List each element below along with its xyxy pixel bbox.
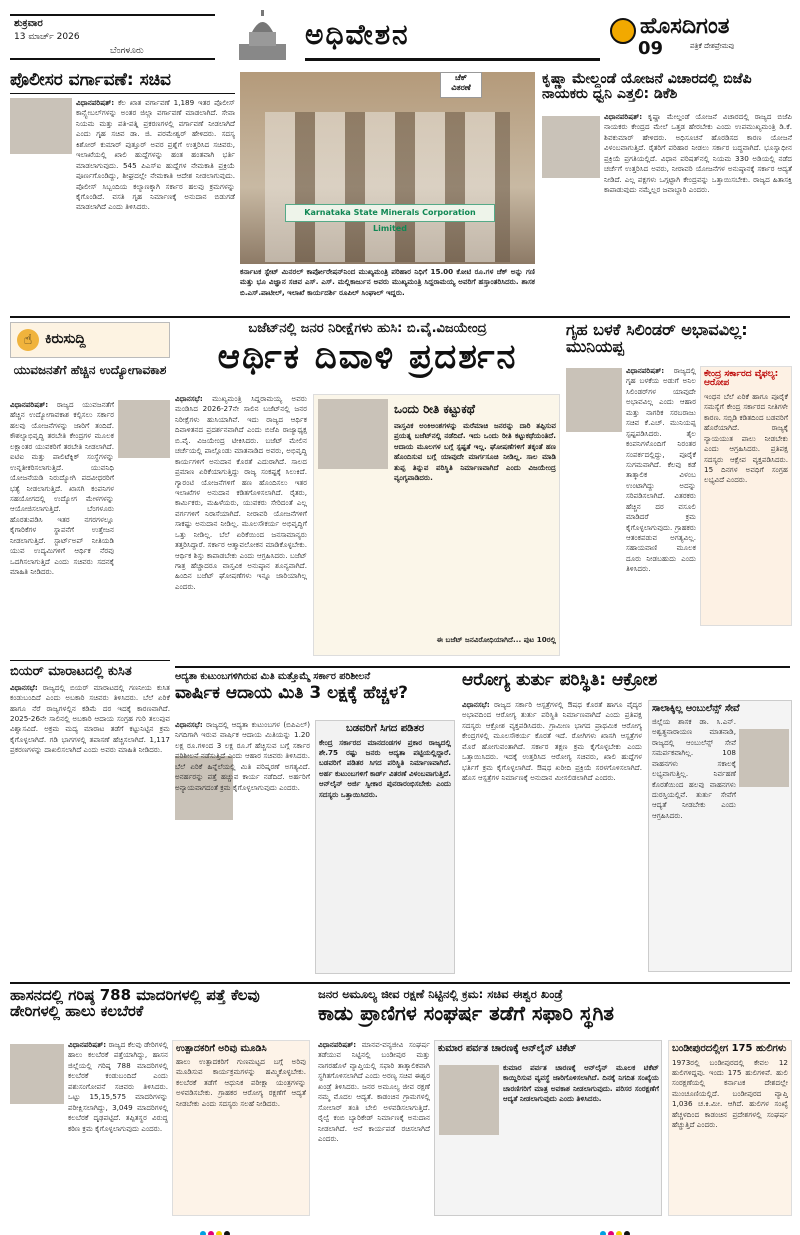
- gas-body: [626, 366, 696, 656]
- krishna-text: ಕೃಷ್ಣಾ ಮೇಲ್ದಂಡೆ ಯೋಜನೆ ವಿಚಾರದಲ್ಲಿ ರಾಜ್ಯದ ಬಿಜೆಪಿ ನಾಯಕರು ಕೇಂದ್ರದ ಮೇಲೆ ಒತ್ತಡ ಹೇರಬೇಕು ಎಂದು ಉಪಮುಖ್ಯಮಂತ್ರಿ ಡಿ.ಕೆ. ಶಿವಕುಮಾರ್ ಹೇಳಿದರು. ಅಧಿಸೂಚನೆ ಹೊರಡಿಸದ ಕಾರಣ ಯೋಜನೆ ವಿಳಂಬವಾಗುತ್ತಿದೆ. ರೈತರಿಗೆ ಪರಿಹಾರ ನೀಡಲು ಸರ್ಕಾರ ಬದ್ಧವಾಗಿದೆ. ಭೂಸ್ವಾಧೀನ ಪ್ರಕ್ರಿಯೆ ಪ್ರಗತಿಯಲ್ಲಿದೆ. ವಿಧಾನ ಪರಿಷತ್‌ನಲ್ಲಿ ನಿಯಮ 330 ಅಡಿಯಲ್ಲಿ ನಡೆದ ಚರ್ಚೆಗೆ ಉತ್ತರಿಸಿದ ಅವರು, ನೀರಾವರಿ ಯೋಜನೆಗಳ ಅನುಷ್ಠಾನಕ್ಕೆ ಸರ್ಕಾರ ಆದ್ಯತೆ ನೀಡಿದೆ. ಎಲ್ಲ ಪಕ್ಷಗಳು ಒಗ್ಗಟ್ಟಾಗಿ ಕೇಂದ್ರವನ್ನು ಒತ್ತಾಯಿಸಬೇಕು. ರಾಜ್ಯದ ಹಿತಾಸಕ್ತಿ ಕಾಪಾಡುವುದು ನಮ್ಮೆಲ್ಲರ ಜವಾಬ್ದಾರಿ ಎಂದರು.: [604, 112, 792, 195]
- safari-headline: ಕಾಡು ಪ್ರಾಣಿಗಳ ಸಂಘರ್ಷ ತಡೆಗೆ ಸಫಾರಿ ಸ್ಥಗಿತ: [318, 1001, 615, 1026]
- article-budget: [175, 322, 560, 662]
- income-body: [175, 720, 310, 974]
- stamp-line2: ವಿತರಣೆ: [451, 83, 471, 92]
- photo-caption: ಕರ್ನಾಟಕ ಸ್ಟೇಟ್ ಮಿನರಲ್ ಕಾರ್ಪೋರೇಷನ್‌ನಿಂದ ಮುಖ್ಯಮಂತ್ರಿ ಪರಿಹಾರ ನಿಧಿಗೆ 15.00 ಕೋಟಿ ರೂ.ಗಳ ಚೆಕ್ ಅನ್ನು ಗಣಿ ಮತ್ತು ಭೂ ವಿಜ್ಞಾನ ಸಚಿವ ಎಸ್. ಎಸ್. ಮಲ್ಲಿಕಾರ್ಜುನ ಅವರು ಮುಖ್ಯಮಂತ್ರಿ ಸಿದ್ದರಾಮಯ್ಯ ಅವರಿಗೆ ಹಸ್ತಾಂತರಿಸಿದರು. ಶಾಸಕ ಬಿ.ಎಸ್.ಪಾಟೀಲ್, ಇಲಾಖೆ ಕಾರ್ಯದರ್ಶಿ ರೂಪಿಲ್ ಸಿಂಘಾಲ್ ಇದ್ದರು.: [240, 267, 535, 297]
- health-text: ರಾಜ್ಯದ ಸರ್ಕಾರಿ ಆಸ್ಪತ್ರೆಗಳಲ್ಲಿ ಔಷಧ ಕೊರತೆ ಹಾಗೂ ವೈದ್ಯರ ಅಭಾವದಿಂದ ಆರೋಗ್ಯ ತುರ್ತು ಪರಿಸ್ಥಿತಿ ನಿರ್ಮಾಣವಾಗಿದೆ ಎಂದು ಪ್ರತಿಪಕ್ಷ ಸದಸ್ಯರು ಆಕ್ರೋಶ ವ್ಯಕ್ತಪಡಿಸಿದರು. ಗ್ರಾಮೀಣ ಭಾಗದ ಪ್ರಾಥಮಿಕ ಆರೋಗ್ಯ ಕೇಂದ್ರಗಳಲ್ಲಿ ಮೂಲಸೌಕರ್ಯ ಕೊರತೆ ಇದೆ. ರೋಗಿಗಳು ಖಾಸಗಿ ಆಸ್ಪತ್ರೆಗಳ ಮೊರೆ ಹೋಗುವಂತಾಗಿದೆ. ಸರ್ಕಾರ ತಕ್ಷಣ ಕ್ರಮ ಕೈಗೊಳ್ಳಬೇಕು ಎಂದು ಒತ್ತಾಯಿಸಿದರು. ಇದಕ್ಕೆ ಉತ್ತರಿಸಿದ ಆರೋಗ್ಯ ಸಚಿವರು, ಖಾಲಿ ಹುದ್ದೆಗಳ ಭರ್ತಿಗೆ ಕ್ರಮ ಕೈಗೊಳ್ಳಲಾಗಿದೆ. ಔಷಧ ಖರೀದಿ ಪ್ರಕ್ರಿಯೆ ಸರಳಗೊಳಿಸಲಾಗಿದೆ. ಹೊಸ ಆಸ್ಪತ್ರೆಗಳ ನಿರ್ಮಾಣಕ್ಕೆ ಅನುದಾನ ಮೀಸಲಿಡಲಾಗಿದೆ ಎಂದರು.: [462, 700, 642, 783]
- safari-box-title: ಕುಮಾರ ಪರ್ವತ ಚಾರಣಕ್ಕೆ ಆನ್‌ಲೈನ್ ಟಿಕೆಟ್: [438, 1043, 577, 1054]
- budget-text: ಮುಖ್ಯಮಂತ್ರಿ ಸಿದ್ದರಾಮಯ್ಯ ಅವರು ಮಂಡಿಸಿದ 2026-27ನೇ ಸಾಲಿನ ಬಜೆಟ್‌ನಲ್ಲಿ ಜನರ ನಿರೀಕ್ಷೆಗಳು ಹುಸಿಯಾಗಿವೆ. ಇದು ರಾಜ್ಯದ ಆರ್ಥಿಕ ದಿವಾಳಿತನದ ಪ್ರದರ್ಶನವಾಗಿದೆ ಎಂದು ಬಿಜೆಪಿ ರಾಜ್ಯಾಧ್ಯಕ್ಷ ಬಿ.ವೈ. ವಿಜಯೇಂದ್ರ ಟೀಕಿಸಿದರು. ಬಜೆಟ್ ಮೇಲಿನ ಚರ್ಚೆಯಲ್ಲಿ ಪಾಲ್ಗೊಂಡು ಮಾತನಾಡಿದ ಅವರು, ಅಭಿವೃದ್ಧಿ ಕಾರ್ಯಗಳಿಗೆ ಅನುದಾನ ಕೊರತೆ ಎದುರಾಗಿದೆ. ಸಾಲದ ಪ್ರಮಾಣ ಏರಿಕೆಯಾಗುತ್ತಿದ್ದು ರಾಜ್ಯ ಸಂಕಷ್ಟಕ್ಕೆ ಸಿಲುಕಿದೆ. ಗ್ಯಾರಂಟಿ ಯೋಜನೆಗಳಿಗೆ ಹಣ ಹೊಂದಿಸಲು ಇತರ ಇಲಾಖೆಗಳ ಅನುದಾನ ಕಡಿತಗೊಳಿಸಲಾಗಿದೆ. ರೈತರು, ಕಾರ್ಮಿಕರು, ಮಹಿಳೆಯರು, ಯುವಕರು ಸೇರಿದಂತೆ ಎಲ್ಲ ವರ್ಗಗಳಿಗೆ ನಿರಾಸೆಯಾಗಿದೆ. ನೀರಾವರಿ ಯೋಜನೆಗಳಿಗೆ ಸಾಕಷ್ಟು ಅನುದಾನ ನೀಡಿಲ್ಲ. ಮೂಲಸೌಕರ್ಯ ಅಭಿವೃದ್ಧಿಗೆ ಒತ್ತು ನೀಡಿಲ್ಲ. ಬೆಲೆ ಏರಿಕೆಯಿಂದ ಜನಸಾಮಾನ್ಯರು ತತ್ತರಿಸಿದ್ದಾರೆ. ಸರ್ಕಾರ ಆತ್ಮಾವಲೋಕನ ಮಾಡಿಕೊಳ್ಳಬೇಕು. ಆರ್ಥಿಕ ಶಿಸ್ತು ಕಾಪಾಡಬೇಕು ಎಂದು ಆಗ್ರಹಿಸಿದರು. ಬಜೆಟ್ ಗಾತ್ರ ಹೆಚ್ಚಾದರೂ ವಾಸ್ತವಿಕ ಅನುಷ್ಠಾನ ಶೂನ್ಯವಾಗಿದೆ. ಹಿಂದಿನ ಬಜೆಟ್ ಘೋಷಣೆಗಳು ಇನ್ನೂ ಜಾರಿಯಾಗಿಲ್ಲ ಎಂದರು.: [175, 394, 307, 591]
- registration-dots-right: [600, 1222, 632, 1235]
- milk-box-title: ಉತ್ಪಾದಕರಿಗೆ ಅರಿವು ಮೂಡಿಸಿ: [176, 1043, 267, 1054]
- kirusuddi-headline: ಯುವಜನತೆಗೆ ಹೆಚ್ಚಿನ ಉದ್ಯೋಗಾವಕಾಶ: [13, 363, 167, 377]
- cheque-banner: Karnataka State Minerals Corporation Limited: [285, 204, 495, 222]
- milk-dateline: ವಿಧಾನಪರಿಷತ್:: [68, 1040, 107, 1049]
- article-income: [175, 672, 455, 977]
- income-headline: ವಾರ್ಷಿಕ ಆದಾಯ ಮಿತಿ 3 ಲಕ್ಷಕ್ಕೆ ಹೆಚ್ಚಳ?: [175, 682, 409, 703]
- health-side-title: ಸಾಲಾಕ್ಕಿಲ್ಲ ಆಂಬುಲೆನ್ಸ್ ಸೇವೆ: [652, 703, 740, 714]
- article-gas: [566, 322, 792, 662]
- gas-side-body: ಇಂಧನ ಬೆಲೆ ಏರಿಕೆ ಹಾಗೂ ಪೂರೈಕೆ ಸಮಸ್ಯೆಗೆ ಕೇಂದ್ರ ಸರ್ಕಾರದ ನೀತಿಗಳೇ ಕಾರಣ. ಸಬ್ಸಿಡಿ ಕಡಿತದಿಂದ ಬಡವರಿಗೆ ಹೊರೆಯಾಗಿದೆ. ರಾಜ್ಯಕ್ಕೆ ನ್ಯಾಯಯುತ ಪಾಲು ನೀಡಬೇಕು ಎಂದು ಆಗ್ರಹಿಸಿದರು. ಪ್ರತಿಪಕ್ಷ ಸದಸ್ಯರು ಆಕ್ಷೇಪ ವ್ಯಕ್ತಪಡಿಸಿದರು. 15 ದಿನಗಳ ಅವಧಿಗೆ ಸಂಗ್ರಹ ಲಭ್ಯವಿದೆ ಎಂದರು.: [704, 391, 788, 485]
- police-minister-photo: [10, 98, 72, 154]
- safari-kicker: ಜನರ ಅಮೂಲ್ಯ ಜೀವ ರಕ್ಷಣೆ ನಿಟ್ಟಿನಲ್ಲಿ ಕ್ರಮ: ಸಚಿವ ಈಶ್ವರ ಖಂಡ್ರೆ: [318, 987, 563, 1001]
- date-block: [10, 14, 215, 60]
- health-headline: ಆರೋಗ್ಯ ತುರ್ತು ಪರಿಸ್ಥಿತಿ: ಆಕ್ರೋಶ: [462, 670, 658, 690]
- photo-story: [240, 72, 535, 312]
- budget-dateline: ವಿಧಾನಸಭೆ:: [175, 394, 203, 403]
- ashwath-photo: [739, 729, 789, 787]
- gas-text: ರಾಜ್ಯದಲ್ಲಿ ಗೃಹ ಬಳಕೆಯ ಅಡುಗೆ ಅನಿಲ ಸಿಲಿಂಡರ್‌ಗಳ ಯಾವುದೇ ಅಭಾವವಿಲ್ಲ ಎಂದು ಆಹಾರ ಮತ್ತು ನಾಗರಿಕ ಸರಬರಾಜು ಸಚಿವ ಕೆ.ಎಚ್. ಮುನಿಯಪ್ಪ ಸ್ಪಷ್ಟಪಡಿಸಿದರು. ತೈಲ ಕಂಪನಿಗಳೊಂದಿಗೆ ನಿರಂತರ ಸಂಪರ್ಕದಲ್ಲಿದ್ದು, ಪೂರೈಕೆ ಸುಗಮವಾಗಿದೆ. ಕೆಲವು ಕಡೆ ತಾತ್ಕಾಲಿಕ ವಿಳಂಬ ಉಂಟಾಗಿದ್ದು ಅದನ್ನು ಸರಿಪಡಿಸಲಾಗಿದೆ. ವಿತರಕರು ಹೆಚ್ಚಿನ ದರ ವಸೂಲಿ ಮಾಡಿದರೆ ಕ್ರಮ ಕೈಗೊಳ್ಳಲಾಗುವುದು. ಗ್ರಾಹಕರು ಆತಂಕಪಡುವ ಅಗತ್ಯವಿಲ್ಲ. ಸಹಾಯವಾಣಿ ಮೂಲಕ ದೂರು ನೀಡಬಹುದು ಎಂದು ತಿಳಿಸಿದರು.: [626, 366, 696, 574]
- budget-body-left: [175, 394, 307, 656]
- safari-box-body: ಕುಮಾರ ಪರ್ವತ ಚಾರಣಕ್ಕೆ ಆನ್‌ಲೈನ್ ಮೂಲಕ ಟಿಕೆಟ್ ಕಾಯ್ದಿರಿಸುವ ವ್ಯವಸ್ಥೆ ಜಾರಿಗೊಳಿಸಲಾಗಿದೆ. ದಿನಕ್ಕೆ ನಿಗದಿತ ಸಂಖ್ಯೆಯ ಚಾರಣಿಗರಿಗೆ ಮಾತ್ರ ಅವಕಾಶ ನೀಡಲಾಗುವುದು. ಪರಿಸರ ಸಂರಕ್ಷಣೆಗೆ ಆದ್ಯತೆ ನೀಡಲಾಗುವುದು ಎಂದು ತಿಳಿಸಿದರು.: [503, 1063, 659, 1104]
- police-dateline: ವಿಧಾನಪರಿಷತ್:: [76, 98, 115, 107]
- milk-text: ರಾಜ್ಯದ ಕೆಲವು ಡೇರಿಗಳಲ್ಲಿ ಹಾಲು ಕಲಬೆರಕೆ ಪತ್ತೆಯಾಗಿದ್ದು, ಹಾಸನ ಜಿಲ್ಲೆಯಲ್ಲಿ ಗರಿಷ್ಠ 788 ಮಾದರಿಗಳಲ್ಲಿ ಕಲಬೆರಕೆ ಕಂಡುಬಂದಿದೆ ಎಂದು ಪಶುಸಂಗೋಪನೆ ಸಚಿವರು ತಿಳಿಸಿದರು. ಒಟ್ಟು 15,15,575 ಮಾದರಿಗಳನ್ನು ಪರೀಕ್ಷಿಸಲಾಗಿದ್ದು, 3,049 ಮಾದರಿಗಳಲ್ಲಿ ಕಲಬೆರಕೆ ದೃಢಪಟ್ಟಿದೆ. ತಪ್ಪಿತಸ್ಥರ ವಿರುದ್ಧ ಕಠಿಣ ಕ್ರಮ ಕೈಗೊಳ್ಳಲಾಗುವುದು ಎಂದರು.: [68, 1040, 168, 1133]
- police-headline: ಪೊಲೀಸರ ವರ್ಗಾವಣೆ: ಸಚಿವ: [10, 72, 235, 94]
- kirusuddi-text: ರಾಜ್ಯದ ಯುವಜನತೆಗೆ ಹೆಚ್ಚಿನ ಉದ್ಯೋಗಾವಕಾಶ ಕಲ್ಪಿಸಲು ಸರ್ಕಾರ ಹಲವು ಯೋಜನೆಗಳನ್ನು ಜಾರಿಗೆ ತಂದಿದೆ. ಕೌಶಲ್ಯಾಭಿವೃದ್ಧಿ ತರಬೇತಿ ಕೇಂದ್ರಗಳ ಮೂಲಕ ಲಕ್ಷಾಂತರ ಯುವಕರಿಗೆ ತರಬೇತಿ ನೀಡಲಾಗಿದೆ. ಐಟಿಐ ಮತ್ತು ಪಾಲಿಟೆಕ್ನಿಕ್ ಸಂಸ್ಥೆಗಳನ್ನು ಉನ್ನತೀಕರಿಸಲಾಗುತ್ತಿದೆ. ಯುವನಿಧಿ ಯೋಜನೆಯಡಿ ನಿರುದ್ಯೋಗಿ ಪದವೀಧರರಿಗೆ ಭತ್ಯೆ ನೀಡಲಾಗುತ್ತಿದೆ. ಖಾಸಗಿ ಕಂಪನಿಗಳ ಸಹಯೋಗದಲ್ಲಿ ಉದ್ಯೋಗ ಮೇಳಗಳನ್ನು ಆಯೋಜಿಸಲಾಗುತ್ತಿದೆ. ಬೆಂಗಳೂರು ಹೊರತುಪಡಿಸಿ ಇತರ ನಗರಗಳಲ್ಲೂ ಕೈಗಾರಿಕೆಗಳ ಸ್ಥಾಪನೆಗೆ ಉತ್ತೇಜನ ನೀಡಲಾಗುತ್ತಿದೆ. ಸ್ಟಾರ್ಟ್‌ಅಪ್ ನೀತಿಯಡಿ ಯುವ ಉದ್ಯಮಿಗಳಿಗೆ ಆರ್ಥಿಕ ನೆರವು ಒದಗಿಸಲಾಗುತ್ತಿದೆ ಎಂದು ಸಚಿವರು ಸದನಕ್ಕೆ ಮಾಹಿತಿ ನೀಡಿದರು.: [10, 400, 114, 576]
- kirusuddi-label-box: [10, 322, 170, 358]
- gas-side-box: [700, 366, 792, 626]
- vijayendra-photo: [318, 399, 388, 469]
- krishna-body: [604, 112, 792, 308]
- article-krishna: [542, 72, 792, 312]
- kirusuddi-label: ಕಿರುಸುದ್ದಿ: [45, 331, 86, 347]
- krishna-dkshi-photo: [542, 116, 600, 178]
- health-side-box: [648, 700, 792, 972]
- safari-box: [434, 1040, 662, 1216]
- krishna-headline: ಕೃಷ್ಣಾ ಮೇಲ್ದಂಡೆ ಯೋಜನೆ ವಿಚಾರದಲ್ಲಿ ಬಿಜೆಪಿ ನಾಯಕರು ಧ್ವನಿ ಎತ್ತಲಿ: ಡಿಕೆಶಿ: [542, 71, 752, 102]
- divider-2: [175, 666, 790, 668]
- gas-side-title: ಕೇಂದ್ರ ಸರ್ಕಾರದ ವೈಫಲ್ಯ: ಆರೋಪ: [704, 369, 779, 389]
- kirusuddi-column: [10, 322, 170, 652]
- safari-side-box: [668, 1040, 792, 1216]
- health-body: [462, 700, 642, 972]
- budget-headline: ಆರ್ಥಿಕ ದಿವಾಳಿ ಪ್ರದರ್ಶನ: [217, 336, 518, 377]
- health-side-body: ಜಿಲ್ಲೆಯ ಶಾಸಕ ಡಾ. ಸಿ.ಎನ್. ಅಶ್ವತ್ಥನಾರಾಯಣ ಮಾತನಾಡಿ, ರಾಜ್ಯದಲ್ಲಿ ಆಂಬುಲೆನ್ಸ್ ಸೇವೆ ಸಮರ್ಪಕವಾಗಿಲ್ಲ. 108 ವಾಹನಗಳು ಸಕಾಲಕ್ಕೆ ಲಭ್ಯವಾಗುತ್ತಿಲ್ಲ. ನಿರ್ವಹಣೆ ಕೊರತೆಯಿಂದ ಹಲವು ವಾಹನಗಳು ದುರಸ್ತಿಯಲ್ಲಿವೆ. ತುರ್ತು ಸೇವೆಗೆ ಆದ್ಯತೆ ನೀಡಬೇಕು ಎಂದು ಆಗ್ರಹಿಸಿದರು.: [652, 716, 736, 820]
- kirusuddi-body: [10, 400, 114, 650]
- income-box: [315, 720, 455, 974]
- safari-body: [318, 1040, 430, 1216]
- police-body: [76, 98, 235, 308]
- brand-logo: [610, 12, 790, 60]
- photo: [240, 72, 535, 264]
- income-dateline: ವಿಧಾನಸಭೆ:: [175, 720, 203, 729]
- safari-side-title: ಬಂಡೀಪುರದಲ್ಲೀಗ 175 ಹುಲಿಗಳು: [672, 1043, 787, 1054]
- kirusuddi-dateline: ವಿಧಾನಪರಿಷತ್:: [10, 400, 49, 409]
- milk-body: [68, 1040, 168, 1216]
- registration-dots-left: [200, 1222, 232, 1235]
- day: ಶುಕ್ರವಾರ: [14, 18, 43, 29]
- masthead: [10, 8, 790, 66]
- income-text: ರಾಜ್ಯದಲ್ಲಿ ಆದ್ಯತಾ ಕುಟುಂಬಗಳ (ಬಿಪಿಎಲ್) ನಿಗದಿಗಾಗಿ ಇರುವ ವಾರ್ಷಿಕ ಆದಾಯ ಮಿತಿಯನ್ನು 1.20 ಲಕ್ಷ ರೂ.ಗಳಿಂದ 3 ಲಕ್ಷ ರೂ.ಗೆ ಹೆಚ್ಚಿಸುವ ಬಗ್ಗೆ ಸರ್ಕಾರ ಪರಿಶೀಲನೆ ನಡೆಸುತ್ತಿದೆ ಎಂದು ಆಹಾರ ಸಚಿವರು ತಿಳಿಸಿದರು. ಬೆಲೆ ಏರಿಕೆ ಹಿನ್ನೆಲೆಯಲ್ಲಿ ಮಿತಿ ಪರಿಷ್ಕರಣೆ ಅಗತ್ಯವಿದೆ. ಅನರ್ಹರನ್ನು ಪತ್ತೆ ಹಚ್ಚುವ ಕಾರ್ಯ ನಡೆದಿದೆ. ಅರ್ಹರಿಗೆ ಅನ್ಯಾಯವಾಗದಂತೆ ಕ್ರಮ ಕೈಗೊಳ್ಳಲಾಗುವುದು ಎಂದರು.: [175, 720, 310, 792]
- safari-dateline: ವಿಧಾನಪರಿಷತ್:: [318, 1040, 357, 1049]
- stamp-line1: ಚೆಕ್: [455, 73, 467, 82]
- brand-name: ಹೊಸದಿಗಂತ: [640, 14, 730, 39]
- photo-people: [265, 112, 510, 262]
- pointing-hand-icon: ☝: [17, 329, 39, 351]
- photo-stamp: [440, 72, 482, 98]
- tagline: ಪತ್ರಿಕೆ ದೇಶಪ್ರೇಮವು: [690, 42, 735, 50]
- lamp-icon: [610, 18, 636, 44]
- article-police: [10, 72, 235, 312]
- article-milk: [10, 988, 310, 1218]
- section-title: ಅಧಿವೇಶನ: [305, 18, 410, 51]
- divider-1: [10, 316, 790, 318]
- krishna-dateline: ವಿಧಾನಪರಿಷತ್:: [604, 112, 643, 121]
- beer-text: ರಾಜ್ಯದಲ್ಲಿ ಬಿಯರ್ ಮಾರಾಟದಲ್ಲಿ ಗಣನೀಯ ಕುಸಿತ ಕಂಡುಬಂದಿದೆ ಎಂದು ಅಬಕಾರಿ ಸಚಿವರು ತಿಳಿಸಿದರು. ಬೆಲೆ ಏರಿಕೆ ಹಾಗೂ ನೆರೆ ರಾಜ್ಯಗಳಲ್ಲಿನ ಕಡಿಮೆ ದರ ಇದಕ್ಕೆ ಕಾರಣವಾಗಿದೆ. 2025-26ನೇ ಸಾಲಿನಲ್ಲಿ ಅಬಕಾರಿ ಆದಾಯ ಸಂಗ್ರಹ ಗುರಿ ತಲುಪುವ ವಿಶ್ವಾಸವಿದೆ. ಅಕ್ರಮ ಮದ್ಯ ಮಾರಾಟ ತಡೆಗೆ ಕಟ್ಟುನಿಟ್ಟಿನ ಕ್ರಮ ಕೈಗೊಳ್ಳಲಾಗಿದೆ. ಗಡಿ ಭಾಗಗಳಲ್ಲಿ ತಪಾಸಣೆ ಹೆಚ್ಚಿಸಲಾಗಿದೆ. 1,117 ಪ್ರಕರಣಗಳನ್ನು ದಾಖಲಿಸಲಾಗಿದೆ ಎಂದು ಅವರು ಮಾಹಿತಿ ನೀಡಿದರು.: [10, 682, 170, 755]
- budget-box-title: ಒಂದು ರೀತಿ ಕಟ್ಟುಕಥೆ: [394, 402, 476, 416]
- article-beer: [10, 660, 170, 980]
- gas-dateline: ವಿಧಾನಪರಿಷತ್:: [626, 366, 665, 375]
- budget-box: [313, 394, 560, 656]
- article-safari: [318, 988, 792, 1218]
- city: ಬೆಂಗಳೂರು: [110, 46, 144, 56]
- kirusuddi-photo: [118, 400, 170, 458]
- date: 13 ಮಾರ್ಚ್ 2026: [14, 32, 80, 42]
- income-kicker: ಆದ್ಯತಾ ಕುಟುಂಬಗಳಿಗಿರುವ ಮಿತಿ ಮತ್ತೊಮ್ಮೆ ಸರ್ಕಾರ ಪರಿಶೀಲನೆ: [175, 671, 371, 682]
- beer-body: [10, 683, 170, 973]
- milk-box: [172, 1040, 310, 1216]
- budget-continued: ಈ ಬಜೆಟ್ ಜನವಿರೋಧಿಯಾಗಿದೆ... ಪುಟ 10ರಲ್ಲಿ: [436, 635, 556, 644]
- divider-3: [10, 982, 790, 984]
- beer-headline: ಬಿಯರ್ ಮಾರಾಟದಲ್ಲಿ ಕುಸಿತ: [10, 660, 170, 679]
- gas-headline: ಗೃಹ ಬಳಕೆ ಸಿಲಿಂಡರ್ ಅಭಾವವಿಲ್ಲ: ಮುನಿಯಪ್ಪ: [566, 320, 748, 356]
- header-rule: [305, 58, 600, 61]
- budget-kicker: ಬಜೆಟ್‌ನಲ್ಲಿ ಜನರ ನಿರೀಕ್ಷೆಗಳು ಹುಸಿ: ಬಿ.ವೈ.ವಿಜಯೇಂದ್ರ: [248, 321, 487, 336]
- budget-box-body: ವಾಸ್ತವಿಕ ಅಂಕಿಅಂಶಗಳನ್ನು ಮರೆಮಾಚಿ ಜನರನ್ನು ದಾರಿ ತಪ್ಪಿಸುವ ಪ್ರಯತ್ನ ಬಜೆಟ್‌ನಲ್ಲಿ ನಡೆದಿದೆ. ಇದು ಒಂದು ರೀತಿ ಕಟ್ಟುಕಥೆಯಂತಿದೆ. ಆದಾಯ ಮೂಲಗಳ ಬಗ್ಗೆ ಸ್ಪಷ್ಟತೆ ಇಲ್ಲ. ಘೋಷಣೆಗಳಿಗೆ ತಕ್ಕಂತೆ ಹಣ ಹೊಂದಿಸುವ ಬಗ್ಗೆ ಯಾವುದೇ ಮಾರ್ಗಸೂಚಿ ನೀಡಿಲ್ಲ. ಸಾಲ ಮಾಡಿ ತುಪ್ಪ ತಿನ್ನುವ ಪರಿಸ್ಥಿತಿ ನಿರ್ಮಾಣವಾಗಿದೆ ಎಂದು ವಿಜಯೇಂದ್ರ ವ್ಯಂಗ್ಯವಾಡಿದರು.: [394, 421, 556, 483]
- vidhana-soudha-graphic: [235, 10, 290, 62]
- muniyappa-photo: [566, 368, 622, 432]
- safari-text: ಮಾನವ-ವನ್ಯಜೀವಿ ಸಂಘರ್ಷ ತಡೆಯುವ ನಿಟ್ಟಿನಲ್ಲಿ ಬಂಡೀಪುರ ಮತ್ತು ನಾಗರಹೊಳೆ ವ್ಯಾಪ್ತಿಯಲ್ಲಿ ಸಫಾರಿ ತಾತ್ಕಾಲಿಕವಾಗಿ ಸ್ಥಗಿತಗೊಳಿಸಲಾಗಿದೆ ಎಂದು ಅರಣ್ಯ ಸಚಿವ ಈಶ್ವರ ಖಂಡ್ರೆ ತಿಳಿಸಿದರು. ಜನರ ಅಮೂಲ್ಯ ಜೀವ ರಕ್ಷಣೆ ನಮ್ಮ ಮೊದಲ ಆದ್ಯತೆ. ಕಾಡಂಚಿನ ಗ್ರಾಮಗಳಲ್ಲಿ ಸೋಲಾರ್ ತಂತಿ ಬೇಲಿ ಅಳವಡಿಸಲಾಗುತ್ತಿದೆ. ರೈಲ್ವೆ ಕಂಬಿ ಬ್ಯಾರಿಕೇಡ್ ನಿರ್ಮಾಣಕ್ಕೆ ಅನುದಾನ ನೀಡಲಾಗಿದೆ. ಆನೆ ಕಾರ್ಯಪಡೆ ರಚಿಸಲಾಗಿದೆ ಎಂದರು.: [318, 1040, 430, 1143]
- income-box-body: ಕೇಂದ್ರ ಸರ್ಕಾರದ ಮಾನದಂಡಗಳ ಪ್ರಕಾರ ರಾಜ್ಯದಲ್ಲಿ ಶೇ.75 ರಷ್ಟು ಜನರು ಆದ್ಯತಾ ಪಟ್ಟಿಯಲ್ಲಿದ್ದಾರೆ. ಬಡವರಿಗೆ ಪಡಿತರ ಸಿಗದ ಪರಿಸ್ಥಿತಿ ನಿರ್ಮಾಣವಾಗಿದೆ. ಅರ್ಹ ಕುಟುಂಬಗಳಿಗೆ ಕಾರ್ಡ್ ವಿತರಣೆ ವಿಳಂಬವಾಗುತ್ತಿದೆ. ಆನ್‌ಲೈನ್ ಅರ್ಜಿ ಸ್ವೀಕಾರ ಪುನರಾರಂಭಿಸಬೇಕು ಎಂದು ಸದಸ್ಯರು ಒತ್ತಾಯಿಸಿದರು.: [319, 737, 451, 799]
- milk-minister-photo: [10, 1044, 64, 1104]
- safari-side-body: 1973ರಲ್ಲಿ ಬಂಡೀಪುರದಲ್ಲಿ ಕೇವಲ 12 ಹುಲಿಗಳಿದ್ದವು. ಇಂದು 175 ಹುಲಿಗಳಿವೆ. ಹುಲಿ ಸಂರಕ್ಷಣೆಯಲ್ಲಿ ಕರ್ನಾಟಕ ದೇಶದಲ್ಲೇ ಮುಂಚೂಣಿಯಲ್ಲಿದೆ. ಬಂಡೀಪುರದ ವ್ಯಾಪ್ತಿ 1,036 ಚ.ಕಿ.ಮೀ. ಆಗಿದೆ. ಹುಲಿಗಳ ಸಂಖ್ಯೆ ಹೆಚ್ಚಳದಿಂದ ಕಾಡಂಚಿನ ಪ್ರದೇಶಗಳಲ್ಲಿ ಸಂಘರ್ಷ ಹೆಚ್ಚುತ್ತಿದೆ ಎಂದರು.: [672, 1057, 788, 1130]
- page-number: 09: [638, 38, 664, 59]
- beer-dateline: ವಿಧಾನಸಭೆ:: [10, 682, 38, 692]
- police-text: ಕೆಲ ಖಾತ ವರ್ಗಾವಣೆ 1,189 ಇತರ ಪೊಲೀಸ್ ಕಾನ್ಸ್ಟೇಬಲ್‌ಗಳನ್ನು ಅಂತರ ಜಿಲ್ಲಾ ವರ್ಗಾವಣೆ ಮಾಡಲಾಗಿದೆ. ಸೇವಾ ನಿಯಮ ಮತ್ತು ಪತಿ-ಪತ್ನಿ ಪ್ರಕರಣಗಳಲ್ಲಿ ವರ್ಗಾವಣೆ ನೀಡಲಾಗಿದೆ ಎಂದು ಗೃಹ ಸಚಿವ ಡಾ. ಜಿ. ಪರಮೇಶ್ವರ್ ಹೇಳಿದರು. ಸದಸ್ಯ ಕಿಶೋರ್ ಕುಮಾರ್ ಪುತ್ತೂರ್ ಅವರ ಪ್ರಶ್ನೆಗೆ ಉತ್ತರಿಸಿದ ಸಚಿವರು, ಇಲಾಖೆಯಲ್ಲಿ ಖಾಲಿ ಹುದ್ದೆಗಳನ್ನು ಹಂತ ಹಂತವಾಗಿ ಭರ್ತಿ ಮಾಡಲಾಗುವುದು. 545 ಪಿಎಸ್‌ಐ ಹುದ್ದೆಗಳ ನೇಮಕಾತಿ ಪ್ರಕ್ರಿಯೆ ಪೂರ್ಣಗೊಂಡಿದ್ದು, ಶೀಘ್ರದಲ್ಲೇ ನೇಮಕಾತಿ ಆದೇಶ ನೀಡಲಾಗುವುದು. ಪೊಲೀಸ್ ಸಿಬ್ಬಂದಿಯ ಕಲ್ಯಾಣಕ್ಕಾಗಿ ಸರ್ಕಾರ ಹಲವು ಕ್ರಮಗಳನ್ನು ಕೈಗೊಂಡಿದೆ. ವಸತಿ ಗೃಹ ನಿರ್ಮಾಣಕ್ಕೆ ಅನುದಾನ ಬಿಡುಗಡೆ ಮಾಡಲಾಗಿದೆ ಎಂದು ತಿಳಿಸಿದರು.: [76, 98, 235, 212]
- milk-box-body: ಹಾಲು ಉತ್ಪಾದಕರಿಗೆ ಗುಣಮಟ್ಟದ ಬಗ್ಗೆ ಅರಿವು ಮೂಡಿಸುವ ಕಾರ್ಯಕ್ರಮಗಳನ್ನು ಹಮ್ಮಿಕೊಳ್ಳಬೇಕು. ಕಲಬೆರಕೆ ತಡೆಗೆ ಆಧುನಿಕ ಪರೀಕ್ಷಾ ಯಂತ್ರಗಳನ್ನು ಅಳವಡಿಸಬೇಕು. ಗ್ರಾಹಕರ ಆರೋಗ್ಯ ರಕ್ಷಣೆಗೆ ಆದ್ಯತೆ ನೀಡಬೇಕು ಎಂದು ಸದಸ್ಯರು ಸಲಹೆ ನೀಡಿದರು.: [176, 1056, 306, 1108]
- milk-headline: ಹಾಸನದಲ್ಲಿ ಗರಿಷ್ಠ 788 ಮಾದರಿಗಳಲ್ಲಿ ಪತ್ತೆ ಕೆಲವು ಡೇರಿಗಳಲ್ಲಿ ಹಾಲು ಕಲಬೆರಕೆ: [10, 986, 260, 1020]
- health-dateline: ವಿಧಾನಸಭೆ:: [462, 700, 490, 709]
- article-health: [462, 672, 792, 977]
- khandre-photo: [439, 1065, 499, 1135]
- income-box-title: ಬಡವರಿಗೆ ಸಿಗದ ಪಡಿತರ: [345, 723, 425, 734]
